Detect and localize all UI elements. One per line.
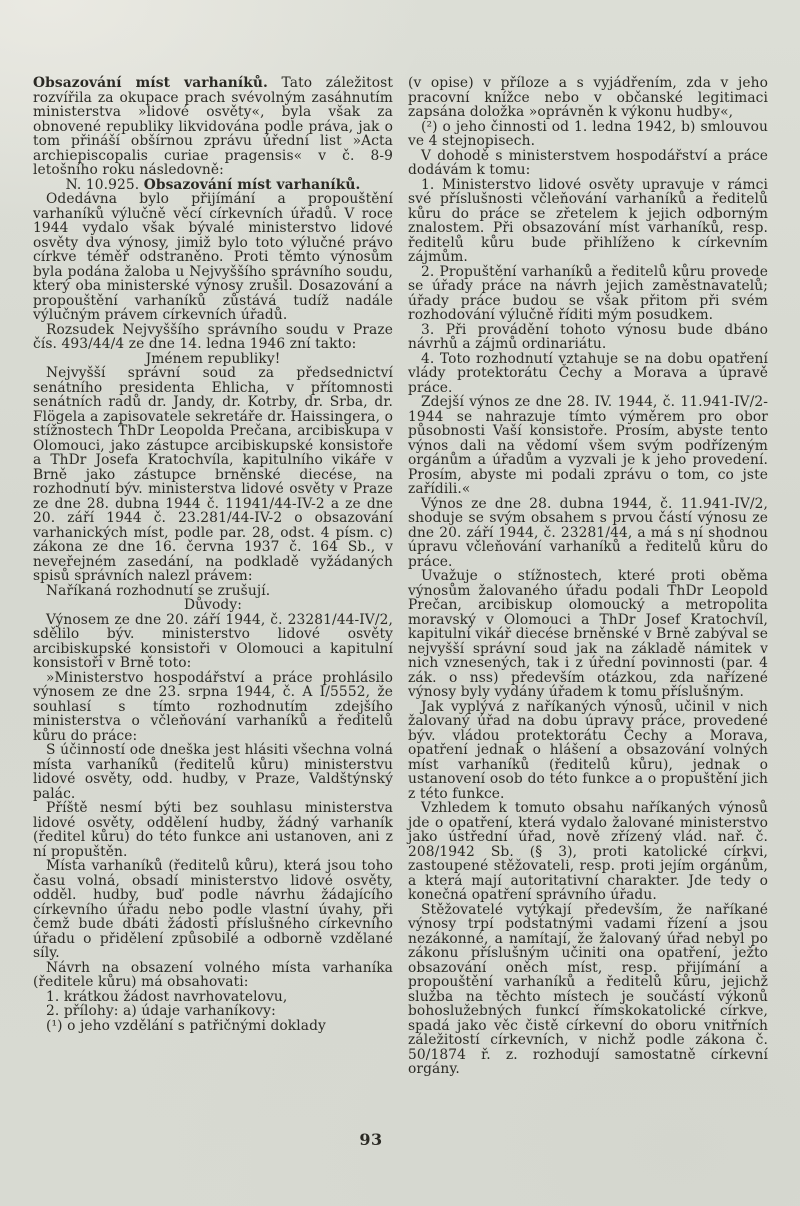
decree-number: N. 10.925.	[65, 176, 144, 193]
numbered-paragraph: 1. Ministerstvo lidové osvěty upravuje v rámci své příslušnosti včleňování varhaníků a ředitelů kůru do práce se zřetelem k jejich odborným znalostem. Při obsazování míst varhaníků, resp. ředitelů kůru bude přihlíženo k církevním zájmům.	[408, 176, 768, 265]
right-column	[408, 76, 768, 1077]
page-number: 93	[359, 1130, 383, 1149]
numbered-paragraph: 2. Propuštění varhaníků a ředitelů kůru provede se úřady práce na návrh jejich zaměstnavatelů; úřady práce budou se však přitom při svém rozhodování výlučně říditi mým posudkem.	[408, 263, 768, 323]
list-item: 1. krátkou žádost navrhovatelovu,	[46, 988, 288, 1005]
continuation-paragraph: (v opise) v příloze a s vyjádřením, zda v jeho pracovní knížce nebo v občanské legitimaci zapsána doložka »oprávněn k výkonu hudby«,	[408, 75, 768, 120]
paragraph: Uvažuje o stížnostech, které proti oběma výnosům žalovaného úřadu podali ThDr Leopold Prečan, arcibiskup olomoucký a metropolita moravský v Olomouci a ThDr Josef Kratochvíl, kapitulní vikář diecése brněnské v Brně zabýval se nejvyšší správní soud jak na základě námitek v nich vznesených, tak i z úřední povinnosti (par. 4 zák. o nss) především otázkou, zda nařízené výnosy byly vydány úřadem k tomu příslušným.	[408, 568, 768, 700]
list-item: 2. přílohy: a) údaje varhaníkovy:	[46, 1003, 276, 1019]
centered-heading-reasons: Důvody:	[183, 597, 243, 613]
paragraph: Jak vyplývá z naříkaných výnosů, učinil v nich žalovaný úřad na dobu úpravy práce, provedené býv. vládou protektorátu Čechy a Morava, opatření jednak o hlášení a obsazování volných míst varhaníků (ředitelů kůru), jednak o ustanovení osob do této funkce a o propuštění jich z této funkce.	[408, 698, 768, 802]
list-item: (¹) o jeho vzdělání s patřičnými doklady	[46, 1017, 326, 1034]
paragraph: Místa varhaníků (ředitelů kůru), která jsou toho času volná, obsadí ministerstvo lidové osvěty, odděl. hudby, buď podle návrhu žádajícího církevního úřadu nebo podle vlastní úvahy, při čemž bude dbáti žádosti příslušného církevního úřadu o přidělení způsobilé a odborně vzdělané síly.	[33, 858, 393, 961]
paragraph: Zdejší výnos ze dne 28. IV. 1944, č. 11.941-IV/2-1944 se nahrazuje tímto výměrem pro obor působnosti Vaší konsistoře. Prosím, abyste tento výnos dali na vědomí všem svým podřízeným orgánům a úřadům a vyzvali je k jeho provedení. Prosím, abyste mi podali zprávu o tom, co jste zařídili.«	[408, 394, 768, 497]
paragraph: Odedávna bylo přijímání a propouštění varhaníků výlučně věcí církevních úřadů. V roce 1944 vydalo však bývalé ministerstvo lidové osvěty dva výnosy, jimiž bylo toto výlučné právo církve téměř odstraněno. Proti těmto výnosům byla podána žaloba u Nejvyššího správního soudu, který oba ministerské výnosy zrušil. Dosazování a propouštění varhaníků zůstává tudíž nadále výlučným právem církevních úřadů.	[33, 191, 393, 323]
list-item: (²) o jeho činnosti od 1. ledna 1942, b) smlouvou ve 4 stejnopisech.	[408, 118, 768, 149]
paragraph: Výnos ze dne 28. dubna 1944, č. 11.941-IV/2, shoduje se svým obsahem s prvou částí výnosu ze dne 20. září 1944, č. 23281/44, a má s ní shodnou úpravu včleňování varhaníků a ředitelů kůru do práce.	[408, 495, 768, 570]
paragraph: Stěžovatelé vytýkají především, že naříkané výnosy trpí podstatnými vadami řízení a jsou nezákonné, a namítají, že žalovaný úřad nebyl po zákonu příslušným učiniti ona opatření, ježto obsazování oněch míst, resp. přijímání a propouštění varhaníků a ředitelů kůru, jejichž služba na těchto místech je součástí výkonů bohoslužebných funkcí římskokatolické církve, spadá jako věc čistě církevní do oboru vnitřních záležitostí církevních, v nichž podle zákona č. 50/1874 ř. z. rozhodují samostatně církevní orgány.	[408, 901, 768, 1077]
paragraph: Návrh na obsazení volného místa varhaníka (ředitele kůru) má obsahovati:	[33, 959, 393, 990]
decree-number-heading	[33, 178, 393, 193]
paragraph: Výnosem ze dne 20. září 1944, č. 23281/44-IV/2, sdělilo býv. ministerstvo lidové osvěty arcibiskupské konsistoři v Olomouci a kapitulní konsistoři v Brně toto:	[33, 611, 393, 671]
intro-lead-bold: Obsazování míst varhaníků.	[33, 75, 268, 91]
paragraph: Rozsudek Nejvyššího správního soudu v Praze čís. 493/44/4 ze dne 14. ledna 1946 zní takto:	[33, 321, 393, 352]
paragraph: Vzhledem k tomuto obsahu naříkaných výnosů jde o opatření, která vydalo žalované ministerstvo jako ústřední úřad, nově zřízený vlád. nař. č. 208/1942 Sb. (§ 3), proti katolické církvi, zastoupené stěžovateli, resp. proti jejím orgánům, a která mají autoritativní charakter. Jde tedy o konečná opatření správního úřadu.	[408, 800, 768, 903]
paragraph: V dohodě s ministerstvem hospodářství a práce dodávám k tomu:	[408, 147, 768, 178]
paragraph: Nejvyšší správní soud za předsednictví senátního presidenta Ehlicha, v přítomnosti senátních radů dr. Jandy, dr. Kotrby, dr. Srba, dr. Flögela a zapisovatele sekretáře dr. Haissingera, o stížnostech ThDr Leopolda Prečana, arcibiskupa v Olomouci, jako zástupce arcibiskupské konsistoře a ThDr Josefa Kratochvíla, kapitulního vikáře v Brně jako zástupce brněnské diecése, na rozhodnutí býv. ministerstva lidové osvěty v Praze ze dne 28. dubna 1944 č. 11941/44-IV-2 a ze dne 20. září 1944 č. 23.281/44-IV-2 o obsazování varhanických míst, podle par. 28, odst. 4 písm. c) zákona ze dne 16. června 1937 č. 164 Sb., v neveřejném zasedání, na podkladě vyžádaných spisů správních nalezl právem:	[33, 365, 393, 584]
numbered-paragraph: 3. Při provádění tohoto výnosu bude dbáno návrhů a zájmů ordinariátu.	[408, 321, 768, 352]
decree-title: Obsazování míst varhaníků.	[143, 176, 361, 193]
intro-text: Tato záležitost rozvířila za okupace prach svévolným zasáhnutím ministerstva »lidové osvěty«, byla však za obnovené republiky likvidována podle práva, jak o tom přináší obšírnou zprávu úřední list »Acta archiepiscopalis curiae pragensis« v č. 8-9 letošního roku následovně:	[33, 75, 393, 178]
numbered-paragraph: 4. Toto rozhodnutí vztahuje se na dobu opatření vlády protektorátu Čechy a Morava a úpravě práce.	[408, 350, 768, 396]
verdict-line: Naříkaná rozhodnutí se zrušují.	[46, 582, 271, 599]
left-column	[33, 76, 393, 1077]
centered-heading-in-name-of-republic: Jménem republiky!	[145, 350, 281, 367]
paragraph: Příště nesmí býti bez souhlasu ministerstva lidové osvěty, oddělení hudby, žádný varhaník (ředitel kůru) do této funkce ani ustanoven, ani z ní propuštěn.	[33, 800, 393, 860]
paragraph: S účinností ode dneška jest hlásiti všechna volná místa varhaníků (ředitelů kůru) ministerstvu lidové osvěty, odd. hudby, v Praze, Valdštýnský palác.	[33, 742, 393, 802]
paragraph: »Ministerstvo hospodářství a práce prohlásilo výnosem ze dne 23. srpna 1944, č. A I/5552, že souhlasí s tímto rozhodnutím zdejšího ministerstva o včleňování varhaníků a ředitelů kůru do práce:	[33, 669, 393, 744]
intro-paragraph	[33, 76, 393, 178]
